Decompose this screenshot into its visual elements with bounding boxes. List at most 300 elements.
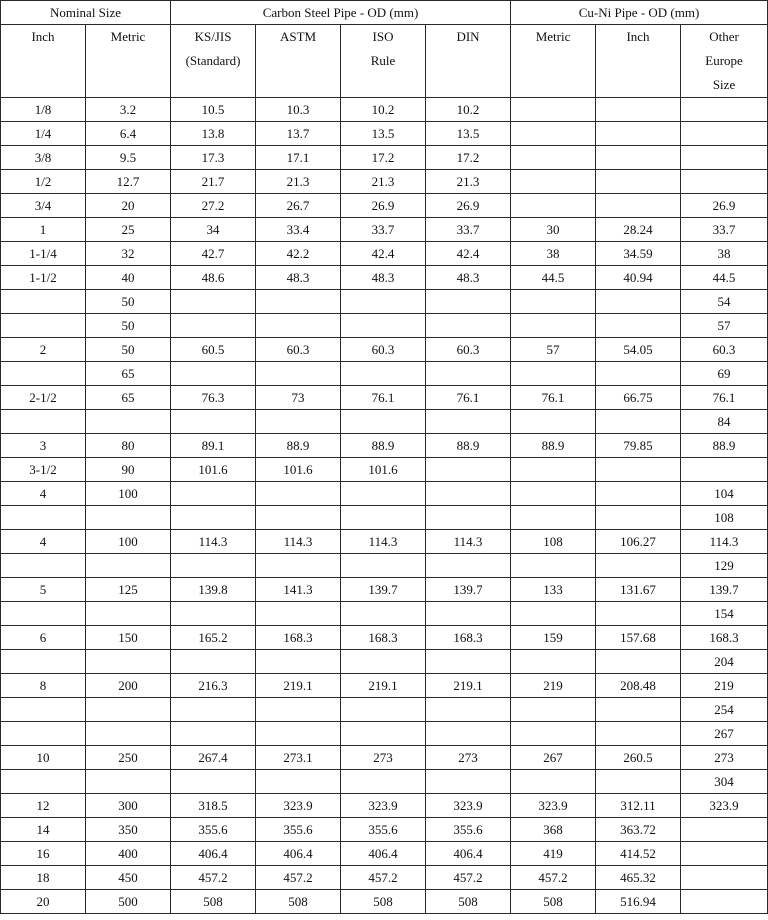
table-cell: [86, 722, 171, 746]
column-header-ks-jis: [171, 25, 256, 98]
table-cell: 8: [1, 674, 86, 698]
table-cell: 508: [341, 890, 426, 914]
table-row: [1, 434, 768, 458]
table-cell: 40: [86, 266, 171, 290]
table-cell: 168.3: [256, 626, 341, 650]
table-cell: 13.8: [171, 122, 256, 146]
table-cell: 42.4: [426, 242, 511, 266]
table-cell: [681, 818, 768, 842]
table-cell: 108: [511, 530, 596, 554]
table-cell: 323.9: [256, 794, 341, 818]
table-row: [1, 170, 768, 194]
column-header-text: Metric: [535, 29, 571, 44]
table-cell: 88.9: [681, 434, 768, 458]
table-row: [1, 746, 768, 770]
column-header-text: (Standard): [185, 53, 241, 68]
table-cell: 216.3: [171, 674, 256, 698]
table-cell: 208.48: [596, 674, 681, 698]
table-cell: [596, 290, 681, 314]
table-cell: 323.9: [681, 794, 768, 818]
table-row: [1, 506, 768, 530]
column-header-text: KS/JIS: [194, 29, 232, 44]
table-cell: [1, 362, 86, 386]
table-cell: [341, 482, 426, 506]
table-cell: [596, 194, 681, 218]
table-cell: [256, 650, 341, 674]
table-cell: [596, 122, 681, 146]
table-cell: [86, 506, 171, 530]
table-cell: 1-1/2: [1, 266, 86, 290]
table-cell: 10.2: [426, 98, 511, 122]
table-row: [1, 818, 768, 842]
table-cell: 12: [1, 794, 86, 818]
table-cell: 18: [1, 866, 86, 890]
table-cell: [341, 698, 426, 722]
column-header-text: Inch: [31, 29, 55, 44]
column-header-text: ASTM: [279, 29, 317, 44]
table-cell: 457.2: [341, 866, 426, 890]
table-cell: 89.1: [171, 434, 256, 458]
table-cell: [426, 482, 511, 506]
table-cell: 25: [86, 218, 171, 242]
column-header-text: Other: [709, 29, 739, 44]
table-cell: [596, 410, 681, 434]
table-cell: [511, 194, 596, 218]
table-cell: [596, 698, 681, 722]
table-cell: [596, 482, 681, 506]
table-cell: 40.94: [596, 266, 681, 290]
table-cell: 350: [86, 818, 171, 842]
table-cell: [86, 650, 171, 674]
table-cell: 200: [86, 674, 171, 698]
table-cell: [596, 314, 681, 338]
table-row: [1, 362, 768, 386]
table-cell: 1/4: [1, 122, 86, 146]
table-cell: 312.11: [596, 794, 681, 818]
table-cell: 12.7: [86, 170, 171, 194]
column-header-text: Size: [712, 77, 736, 92]
table-cell: 38: [681, 242, 768, 266]
table-cell: [511, 506, 596, 530]
table-cell: [341, 410, 426, 434]
table-row: [1, 602, 768, 626]
table-cell: 50: [86, 290, 171, 314]
table-cell: 273.1: [256, 746, 341, 770]
table-cell: 508: [256, 890, 341, 914]
table-cell: 65: [86, 386, 171, 410]
table-row: [1, 530, 768, 554]
table-body: [1, 98, 768, 914]
table-cell: [256, 410, 341, 434]
column-header-metric: [86, 25, 171, 98]
table-cell: 406.4: [171, 842, 256, 866]
table-cell: 26.9: [341, 194, 426, 218]
table-cell: 139.7: [681, 578, 768, 602]
table-cell: 33.4: [256, 218, 341, 242]
table-row: [1, 722, 768, 746]
header-group-row: [1, 1, 768, 25]
table-cell: 1/8: [1, 98, 86, 122]
column-header-text: Europe: [705, 53, 743, 68]
table-cell: 1: [1, 218, 86, 242]
table-cell: 76.1: [681, 386, 768, 410]
table-cell: 84: [681, 410, 768, 434]
table-cell: [341, 314, 426, 338]
table-cell: 2-1/2: [1, 386, 86, 410]
table-cell: 273: [681, 746, 768, 770]
table-cell: [1, 698, 86, 722]
table-cell: 100: [86, 530, 171, 554]
table-cell: [256, 770, 341, 794]
table-cell: [171, 698, 256, 722]
table-cell: 73: [256, 386, 341, 410]
table-cell: [86, 410, 171, 434]
table-cell: 355.6: [171, 818, 256, 842]
table-cell: [171, 362, 256, 386]
table-cell: 57: [681, 314, 768, 338]
table-cell: 60.5: [171, 338, 256, 362]
table-cell: 131.67: [596, 578, 681, 602]
table-cell: [341, 722, 426, 746]
table-row: [1, 674, 768, 698]
table-cell: 250: [86, 746, 171, 770]
table-cell: 204: [681, 650, 768, 674]
table-cell: 57: [511, 338, 596, 362]
table-cell: 104: [681, 482, 768, 506]
table-cell: 10.2: [341, 98, 426, 122]
table-cell: 3/4: [1, 194, 86, 218]
table-cell: 406.4: [426, 842, 511, 866]
table-cell: 60.3: [426, 338, 511, 362]
table-cell: [341, 290, 426, 314]
table-cell: 76.1: [511, 386, 596, 410]
table-cell: [596, 554, 681, 578]
table-cell: 48.3: [426, 266, 511, 290]
table-cell: [1, 506, 86, 530]
table-row: [1, 626, 768, 650]
table-cell: [511, 146, 596, 170]
table-cell: [256, 722, 341, 746]
table-cell: [426, 458, 511, 482]
table-cell: 133: [511, 578, 596, 602]
table-cell: [596, 506, 681, 530]
table-cell: [511, 650, 596, 674]
table-cell: [341, 650, 426, 674]
table-cell: 219.1: [426, 674, 511, 698]
table-cell: 14: [1, 818, 86, 842]
table-cell: [426, 362, 511, 386]
table-cell: [256, 698, 341, 722]
table-cell: [341, 770, 426, 794]
group-header-cu-ni-pipe: Cu-Ni Pipe - OD (mm): [511, 1, 768, 25]
table-cell: 88.9: [511, 434, 596, 458]
table-cell: 65: [86, 362, 171, 386]
table-cell: [1, 602, 86, 626]
table-cell: [341, 554, 426, 578]
table-cell: 368: [511, 818, 596, 842]
table-cell: 79.85: [596, 434, 681, 458]
table-cell: 30: [511, 218, 596, 242]
table-row: [1, 122, 768, 146]
table-cell: 219: [511, 674, 596, 698]
table-cell: 168.3: [681, 626, 768, 650]
table-cell: [596, 98, 681, 122]
table-cell: 406.4: [256, 842, 341, 866]
table-cell: 165.2: [171, 626, 256, 650]
column-header-text: Rule: [370, 53, 396, 68]
table-cell: [256, 602, 341, 626]
table-cell: 34.59: [596, 242, 681, 266]
table-cell: 267: [681, 722, 768, 746]
table-cell: 6: [1, 626, 86, 650]
table-cell: [1, 290, 86, 314]
table-cell: 419: [511, 842, 596, 866]
table-cell: 323.9: [426, 794, 511, 818]
table-cell: [596, 722, 681, 746]
table-cell: [511, 98, 596, 122]
table-cell: 267.4: [171, 746, 256, 770]
table-cell: [511, 482, 596, 506]
table-cell: 355.6: [256, 818, 341, 842]
table-row: [1, 650, 768, 674]
table-cell: 114.3: [426, 530, 511, 554]
table-cell: [511, 122, 596, 146]
table-cell: [426, 770, 511, 794]
table-cell: 3: [1, 434, 86, 458]
table-cell: [171, 506, 256, 530]
table-cell: 465.32: [596, 866, 681, 890]
table-cell: 114.3: [171, 530, 256, 554]
table-cell: 508: [171, 890, 256, 914]
table-row: [1, 290, 768, 314]
table-cell: 323.9: [511, 794, 596, 818]
table-row: [1, 410, 768, 434]
table-cell: [426, 410, 511, 434]
table-cell: 363.72: [596, 818, 681, 842]
table-cell: [681, 146, 768, 170]
table-cell: [681, 842, 768, 866]
table-cell: 154: [681, 602, 768, 626]
table-row: [1, 842, 768, 866]
column-header-din: [426, 25, 511, 98]
table-cell: [256, 362, 341, 386]
table-cell: [426, 602, 511, 626]
table-cell: 5: [1, 578, 86, 602]
table-cell: 101.6: [256, 458, 341, 482]
table-cell: [171, 650, 256, 674]
table-row: [1, 194, 768, 218]
table-cell: 101.6: [171, 458, 256, 482]
table-cell: 50: [86, 338, 171, 362]
table-cell: 114.3: [341, 530, 426, 554]
table-cell: 10: [1, 746, 86, 770]
table-cell: 108: [681, 506, 768, 530]
table-cell: 21.3: [341, 170, 426, 194]
table-cell: [171, 554, 256, 578]
table-cell: 44.5: [681, 266, 768, 290]
table-cell: [426, 290, 511, 314]
table-cell: [256, 290, 341, 314]
table-cell: [256, 482, 341, 506]
table-cell: 48.3: [341, 266, 426, 290]
column-header-text: ISO: [372, 29, 394, 44]
table-cell: [681, 866, 768, 890]
table-cell: [426, 722, 511, 746]
table-cell: [681, 890, 768, 914]
table-cell: 3-1/2: [1, 458, 86, 482]
table-cell: 76.3: [171, 386, 256, 410]
table-cell: 114.3: [256, 530, 341, 554]
table-cell: 355.6: [426, 818, 511, 842]
table-cell: [1, 722, 86, 746]
table-row: [1, 458, 768, 482]
table-cell: 267: [511, 746, 596, 770]
table-cell: 27.2: [171, 194, 256, 218]
table-cell: 500: [86, 890, 171, 914]
table-cell: 21.3: [426, 170, 511, 194]
table-cell: 457.2: [256, 866, 341, 890]
table-cell: 60.3: [681, 338, 768, 362]
table-cell: 139.7: [426, 578, 511, 602]
table-cell: 44.5: [511, 266, 596, 290]
table-cell: [596, 602, 681, 626]
table-cell: 139.7: [341, 578, 426, 602]
table-cell: 157.68: [596, 626, 681, 650]
table-cell: 3.2: [86, 98, 171, 122]
table-cell: 3/8: [1, 146, 86, 170]
table-row: [1, 770, 768, 794]
table-cell: [511, 458, 596, 482]
table-cell: 400: [86, 842, 171, 866]
table-cell: [681, 98, 768, 122]
table-cell: 450: [86, 866, 171, 890]
table-cell: [1, 314, 86, 338]
table-cell: 13.7: [256, 122, 341, 146]
table-cell: 125: [86, 578, 171, 602]
table-row: [1, 218, 768, 242]
table-cell: 318.5: [171, 794, 256, 818]
table-cell: [86, 554, 171, 578]
table-cell: 219: [681, 674, 768, 698]
table-cell: [171, 482, 256, 506]
table-cell: [511, 170, 596, 194]
table-cell: 4: [1, 530, 86, 554]
table-row: [1, 866, 768, 890]
table-cell: 17.2: [426, 146, 511, 170]
table-row: [1, 266, 768, 290]
table-cell: 21.3: [256, 170, 341, 194]
table-cell: 457.2: [511, 866, 596, 890]
table-cell: 6.4: [86, 122, 171, 146]
column-header-inch: [1, 25, 86, 98]
table-cell: 4: [1, 482, 86, 506]
table-cell: [1, 554, 86, 578]
table-cell: [596, 770, 681, 794]
table-cell: 54: [681, 290, 768, 314]
table-cell: 457.2: [171, 866, 256, 890]
table-cell: 406.4: [341, 842, 426, 866]
table-cell: 304: [681, 770, 768, 794]
table-cell: 88.9: [426, 434, 511, 458]
table-cell: 33.7: [341, 218, 426, 242]
table-cell: [511, 722, 596, 746]
table-cell: 150: [86, 626, 171, 650]
table-cell: 355.6: [341, 818, 426, 842]
table-cell: 168.3: [341, 626, 426, 650]
table-cell: 42.4: [341, 242, 426, 266]
table-cell: 60.3: [256, 338, 341, 362]
table-cell: 1-1/4: [1, 242, 86, 266]
table-cell: 76.1: [341, 386, 426, 410]
table-cell: 48.6: [171, 266, 256, 290]
table-cell: 457.2: [426, 866, 511, 890]
table-cell: [511, 554, 596, 578]
table-cell: 42.7: [171, 242, 256, 266]
table-cell: 13.5: [426, 122, 511, 146]
table-cell: [426, 314, 511, 338]
table-cell: 48.3: [256, 266, 341, 290]
group-header-carbon-steel-pipe: Carbon Steel Pipe - OD (mm): [171, 1, 511, 25]
column-header-text: Inch: [626, 29, 650, 44]
table-cell: [1, 650, 86, 674]
table-cell: [511, 290, 596, 314]
table-cell: [256, 506, 341, 530]
table-cell: 38: [511, 242, 596, 266]
table-cell: [341, 506, 426, 530]
table-cell: [681, 458, 768, 482]
column-header-other-europe-size: [681, 25, 768, 98]
table-cell: 10.5: [171, 98, 256, 122]
table-row: [1, 890, 768, 914]
table-cell: 273: [426, 746, 511, 770]
column-header-astm: [256, 25, 341, 98]
table-cell: [86, 770, 171, 794]
table-cell: [256, 554, 341, 578]
table-cell: [596, 650, 681, 674]
table-cell: 254: [681, 698, 768, 722]
table-cell: 88.9: [341, 434, 426, 458]
table-cell: 273: [341, 746, 426, 770]
table-cell: [1, 410, 86, 434]
table-cell: 414.52: [596, 842, 681, 866]
table-row: [1, 482, 768, 506]
table-cell: 28.24: [596, 218, 681, 242]
table-cell: [341, 362, 426, 386]
table-cell: 26.7: [256, 194, 341, 218]
table-cell: [596, 362, 681, 386]
group-header-nominal-size: Nominal Size: [1, 1, 171, 25]
table-cell: [596, 458, 681, 482]
table-cell: 76.1: [426, 386, 511, 410]
column-header-text: DIN: [456, 29, 480, 44]
table-row: [1, 698, 768, 722]
table-cell: 508: [426, 890, 511, 914]
table-cell: 20: [1, 890, 86, 914]
table-cell: 33.7: [426, 218, 511, 242]
table-cell: [171, 314, 256, 338]
table-cell: 141.3: [256, 578, 341, 602]
table-cell: [511, 770, 596, 794]
table-cell: 1/2: [1, 170, 86, 194]
table-cell: 219.1: [256, 674, 341, 698]
table-cell: 114.3: [681, 530, 768, 554]
table-cell: [171, 410, 256, 434]
table-cell: [341, 602, 426, 626]
table-cell: [171, 770, 256, 794]
table-cell: [86, 602, 171, 626]
table-cell: 20: [86, 194, 171, 218]
table-row: [1, 554, 768, 578]
